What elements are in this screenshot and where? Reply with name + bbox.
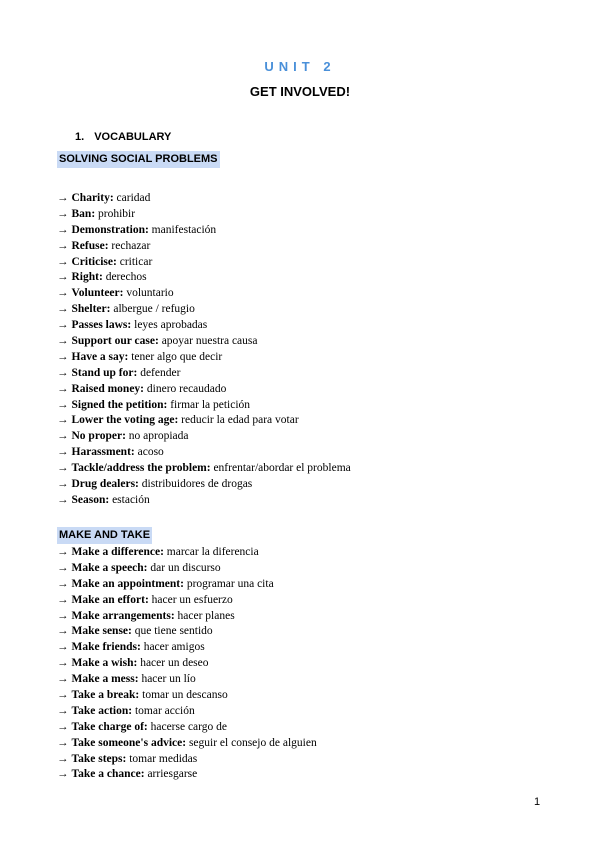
- vocab-item: [57, 223, 351, 239]
- vocab-term: Make an effort:: [71, 593, 149, 606]
- arrow-icon: →: [57, 239, 69, 252]
- vocab-term: Take a chance:: [71, 768, 145, 781]
- vocab-term: Take charge of:: [71, 720, 148, 733]
- vocab-item: [57, 413, 351, 429]
- vocab-item: [57, 318, 351, 334]
- arrow-icon: →: [57, 577, 69, 590]
- subheading-social-problems: SOLVING SOCIAL PROBLEMS: [57, 151, 220, 168]
- vocab-term: Lower the voting age:: [71, 414, 179, 427]
- vocab-item: [57, 334, 351, 350]
- vocab-definition: tomar medidas: [129, 752, 198, 765]
- vocab-definition: hacer amigos: [143, 641, 205, 654]
- vocab-item: [57, 609, 317, 625]
- vocab-definition: hacer un deseo: [140, 657, 209, 670]
- arrow-icon: →: [57, 625, 69, 638]
- vocab-term: Demonstration:: [71, 223, 149, 236]
- vocab-item: [57, 382, 351, 398]
- vocab-term: Make a difference:: [71, 546, 164, 558]
- vocab-item: [57, 270, 351, 286]
- vocab-term: No proper:: [71, 430, 126, 443]
- vocab-term: Season:: [71, 493, 110, 506]
- vocab-item: [57, 286, 351, 302]
- arrow-icon: →: [57, 335, 69, 348]
- vocab-item: [57, 704, 317, 720]
- vocab-item: [57, 350, 351, 366]
- arrow-icon: →: [57, 609, 69, 622]
- vocab-item: [57, 640, 317, 656]
- vocab-term: Raised money:: [71, 382, 145, 395]
- vocab-definition: albergue / refugio: [113, 303, 195, 316]
- vocab-definition: que tiene sentido: [134, 625, 213, 638]
- vocab-definition: voluntario: [126, 287, 174, 300]
- vocab-definition: apoyar nuestra causa: [161, 335, 258, 348]
- vocab-term: Have a say:: [71, 350, 129, 363]
- vocab-term: Make a speech:: [71, 561, 148, 574]
- vocab-item: [57, 366, 351, 382]
- arrow-icon: →: [57, 478, 69, 491]
- vocab-definition: firmar la petición: [170, 398, 251, 411]
- section-number: 1.: [75, 131, 85, 143]
- vocab-definition: programar una cita: [186, 577, 274, 590]
- vocab-definition: seguir el consejo de alguien: [188, 736, 317, 749]
- vocab-term: Charity:: [71, 192, 114, 204]
- arrow-icon: →: [57, 657, 69, 670]
- vocab-term: Right:: [71, 271, 103, 284]
- vocab-term: Ban:: [71, 207, 96, 220]
- vocab-item: [57, 191, 351, 207]
- vocab-term: Make an appointment:: [71, 577, 184, 590]
- arrow-icon: →: [57, 271, 69, 284]
- vocab-item: [57, 720, 317, 736]
- vocab-term: Volunteer:: [71, 287, 124, 300]
- social-problems-list: [57, 191, 351, 509]
- vocab-definition: acoso: [137, 446, 164, 459]
- vocab-definition: manifestación: [151, 223, 217, 236]
- vocab-definition: reducir la edad para votar: [181, 414, 299, 427]
- vocab-term: Signed the petition:: [71, 398, 168, 411]
- vocab-definition: dinero recaudado: [146, 382, 227, 395]
- arrow-icon: →: [57, 414, 69, 427]
- vocab-term: Harassment:: [71, 446, 135, 459]
- vocab-item: [57, 545, 317, 561]
- make-and-take-list: [57, 545, 317, 783]
- arrow-icon: →: [57, 720, 69, 733]
- section-name: VOCABULARY: [94, 131, 172, 143]
- arrow-icon: →: [57, 704, 69, 717]
- vocab-term: Take someone's advice:: [71, 736, 187, 749]
- arrow-icon: →: [57, 398, 69, 411]
- vocab-definition: tomar acción: [134, 704, 195, 717]
- vocab-term: Make sense:: [71, 625, 132, 638]
- vocab-definition: prohibir: [98, 207, 136, 220]
- arrow-icon: →: [57, 641, 69, 654]
- arrow-icon: →: [57, 561, 69, 574]
- vocab-item: [57, 477, 351, 493]
- section-heading: [75, 131, 171, 143]
- vocab-term: Stand up for:: [71, 366, 138, 379]
- arrow-icon: →: [57, 430, 69, 443]
- arrow-icon: →: [57, 493, 69, 506]
- vocab-definition: criticar: [119, 255, 153, 268]
- arrow-icon: →: [57, 303, 69, 316]
- vocab-term: Support our case:: [71, 335, 159, 348]
- vocab-definition: hacerse cargo de: [150, 720, 228, 733]
- arrow-icon: →: [57, 546, 69, 558]
- arrow-icon: →: [57, 192, 69, 204]
- vocab-definition: rechazar: [111, 239, 151, 252]
- vocab-item: [57, 752, 317, 768]
- vocab-term: Refuse:: [71, 239, 109, 252]
- vocab-item: [57, 255, 351, 271]
- vocab-definition: caridad: [116, 192, 151, 204]
- vocab-definition: hacer un esfuerzo: [151, 593, 233, 606]
- vocab-item: [57, 239, 351, 255]
- vocab-item: [57, 461, 351, 477]
- vocab-item: [57, 672, 317, 688]
- vocab-item: [57, 561, 317, 577]
- vocab-item: [57, 656, 317, 672]
- subheading-make-and-take: MAKE AND TAKE: [57, 527, 152, 544]
- vocab-definition: estación: [112, 493, 150, 506]
- vocab-term: Make a mess:: [71, 673, 139, 686]
- arrow-icon: →: [57, 752, 69, 765]
- arrow-icon: →: [57, 207, 69, 220]
- arrow-icon: →: [57, 446, 69, 459]
- arrow-icon: →: [57, 382, 69, 395]
- vocab-item: [57, 736, 317, 752]
- vocab-item: [57, 767, 317, 783]
- vocab-term: Make friends:: [71, 641, 141, 654]
- unit-label: UNIT 2: [264, 59, 336, 74]
- arrow-icon: →: [57, 673, 69, 686]
- vocab-definition: dar un discurso: [150, 561, 221, 574]
- vocab-term: Take steps:: [71, 752, 127, 765]
- arrow-icon: →: [57, 350, 69, 363]
- vocab-item: [57, 624, 317, 640]
- arrow-icon: →: [57, 223, 69, 236]
- vocab-item: [57, 429, 351, 445]
- vocab-item: [57, 302, 351, 318]
- vocab-item: [57, 445, 351, 461]
- arrow-icon: →: [57, 319, 69, 332]
- vocab-term: Make arrangements:: [71, 609, 175, 622]
- vocab-definition: enfrentar/abordar el problema: [213, 462, 351, 475]
- vocab-term: Shelter:: [71, 303, 111, 316]
- vocab-term: Criticise:: [71, 255, 117, 268]
- vocab-definition: tener algo que decir: [131, 350, 223, 363]
- page-title: GET INVOLVED!: [249, 84, 351, 99]
- vocab-item: [57, 207, 351, 223]
- page-number: 1: [534, 796, 541, 808]
- arrow-icon: →: [57, 287, 69, 300]
- arrow-icon: →: [57, 462, 69, 475]
- vocab-term: Passes laws:: [71, 319, 132, 332]
- vocab-item: [57, 493, 351, 509]
- vocab-term: Drug dealers:: [71, 478, 139, 491]
- vocab-definition: tomar un descanso: [142, 689, 228, 702]
- arrow-icon: →: [57, 255, 69, 268]
- vocab-item: [57, 577, 317, 593]
- vocab-definition: leyes aprobadas: [134, 319, 208, 332]
- vocab-term: Tackle/address the problem:: [71, 462, 211, 475]
- vocab-term: Make a wish:: [71, 657, 138, 670]
- vocab-item: [57, 593, 317, 609]
- vocab-term: Take action:: [71, 704, 133, 717]
- arrow-icon: →: [57, 366, 69, 379]
- arrow-icon: →: [57, 593, 69, 606]
- vocab-definition: derechos: [105, 271, 147, 284]
- vocab-item: [57, 398, 351, 414]
- vocab-term: Take a break:: [71, 689, 140, 702]
- vocab-definition: distribuidores de drogas: [141, 478, 253, 491]
- vocab-definition: hacer un lío: [141, 673, 196, 686]
- vocab-definition: arriesgarse: [147, 768, 198, 781]
- arrow-icon: →: [57, 768, 69, 781]
- vocab-item: [57, 688, 317, 704]
- vocab-definition: defender: [140, 366, 181, 379]
- arrow-icon: →: [57, 689, 69, 702]
- vocab-definition: hacer planes: [177, 609, 235, 622]
- vocab-definition: marcar la diferencia: [166, 546, 259, 558]
- vocab-definition: no apropiada: [128, 430, 189, 443]
- arrow-icon: →: [57, 736, 69, 749]
